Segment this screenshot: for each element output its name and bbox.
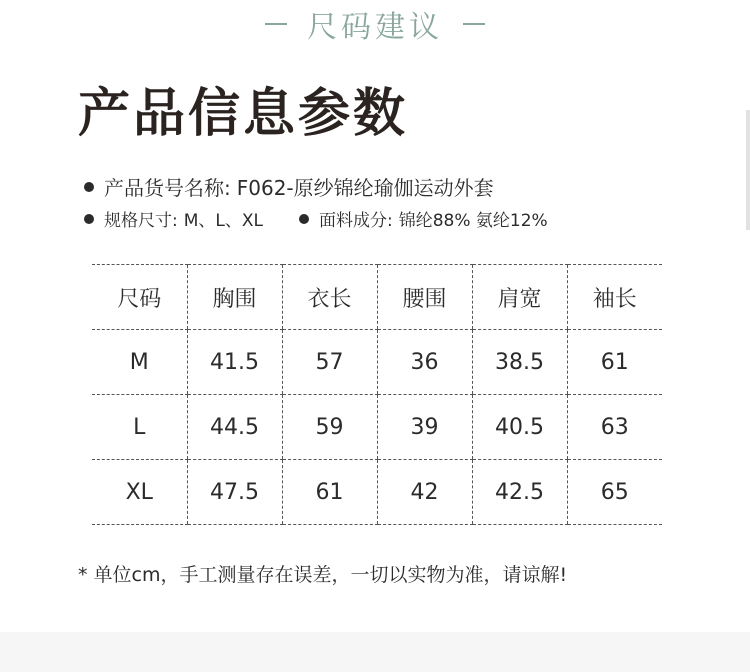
table-cell: 42 [377,460,472,525]
product-name-line [84,172,494,201]
column-header: 腰围 [377,265,472,330]
table-header-row [92,265,662,330]
table-cell: 39 [377,395,472,460]
section-title: 尺码建议 [307,10,443,45]
table-cell: M [92,330,187,395]
bullet-icon [84,214,94,224]
spec-line [84,206,548,231]
table-cell: 44.5 [187,395,282,460]
table-row [92,330,662,395]
fabric-value: 锦纶88% 氨纶12% [398,211,548,231]
bullet-icon [84,182,94,192]
bottom-band [0,632,750,672]
table-cell: 63 [567,395,662,460]
table-cell: 41.5 [187,330,282,395]
column-header: 衣长 [282,265,377,330]
sizes-label: 规格尺寸: [104,211,178,231]
table-cell: 38.5 [472,330,567,395]
bullet-icon [299,214,309,224]
header-dash-left [265,23,287,25]
table-cell: 42.5 [472,460,567,525]
table-cell: 36 [377,330,472,395]
table-cell: 40.5 [472,395,567,460]
table-cell: 57 [282,330,377,395]
table-cell: 59 [282,395,377,460]
page-title: 产品信息参数 [78,84,409,144]
table-cell: 61 [567,330,662,395]
product-name-label: 产品货号名称: [104,176,231,200]
column-header: 尺码 [92,265,187,330]
product-name-value: F062-原纱锦纶瑜伽运动外套 [236,176,494,200]
column-header: 肩宽 [472,265,567,330]
table-cell: 47.5 [187,460,282,525]
header-dash-right [463,23,485,25]
table-cell: 61 [282,460,377,525]
fabric-label: 面料成分: [319,211,393,231]
table-cell: 65 [567,460,662,525]
column-header: 胸围 [187,265,282,330]
size-table [92,264,662,525]
section-header [0,4,750,44]
table-cell: L [92,395,187,460]
sizes-value: M、L、XL [183,211,263,231]
edge-decoration [746,110,750,230]
table-cell: XL [92,460,187,525]
table-row [92,460,662,525]
column-header: 袖长 [567,265,662,330]
table-row [92,395,662,460]
footnote: * 单位cm，手工测量存在误差，一切以实物为准，请谅解! [78,564,568,586]
